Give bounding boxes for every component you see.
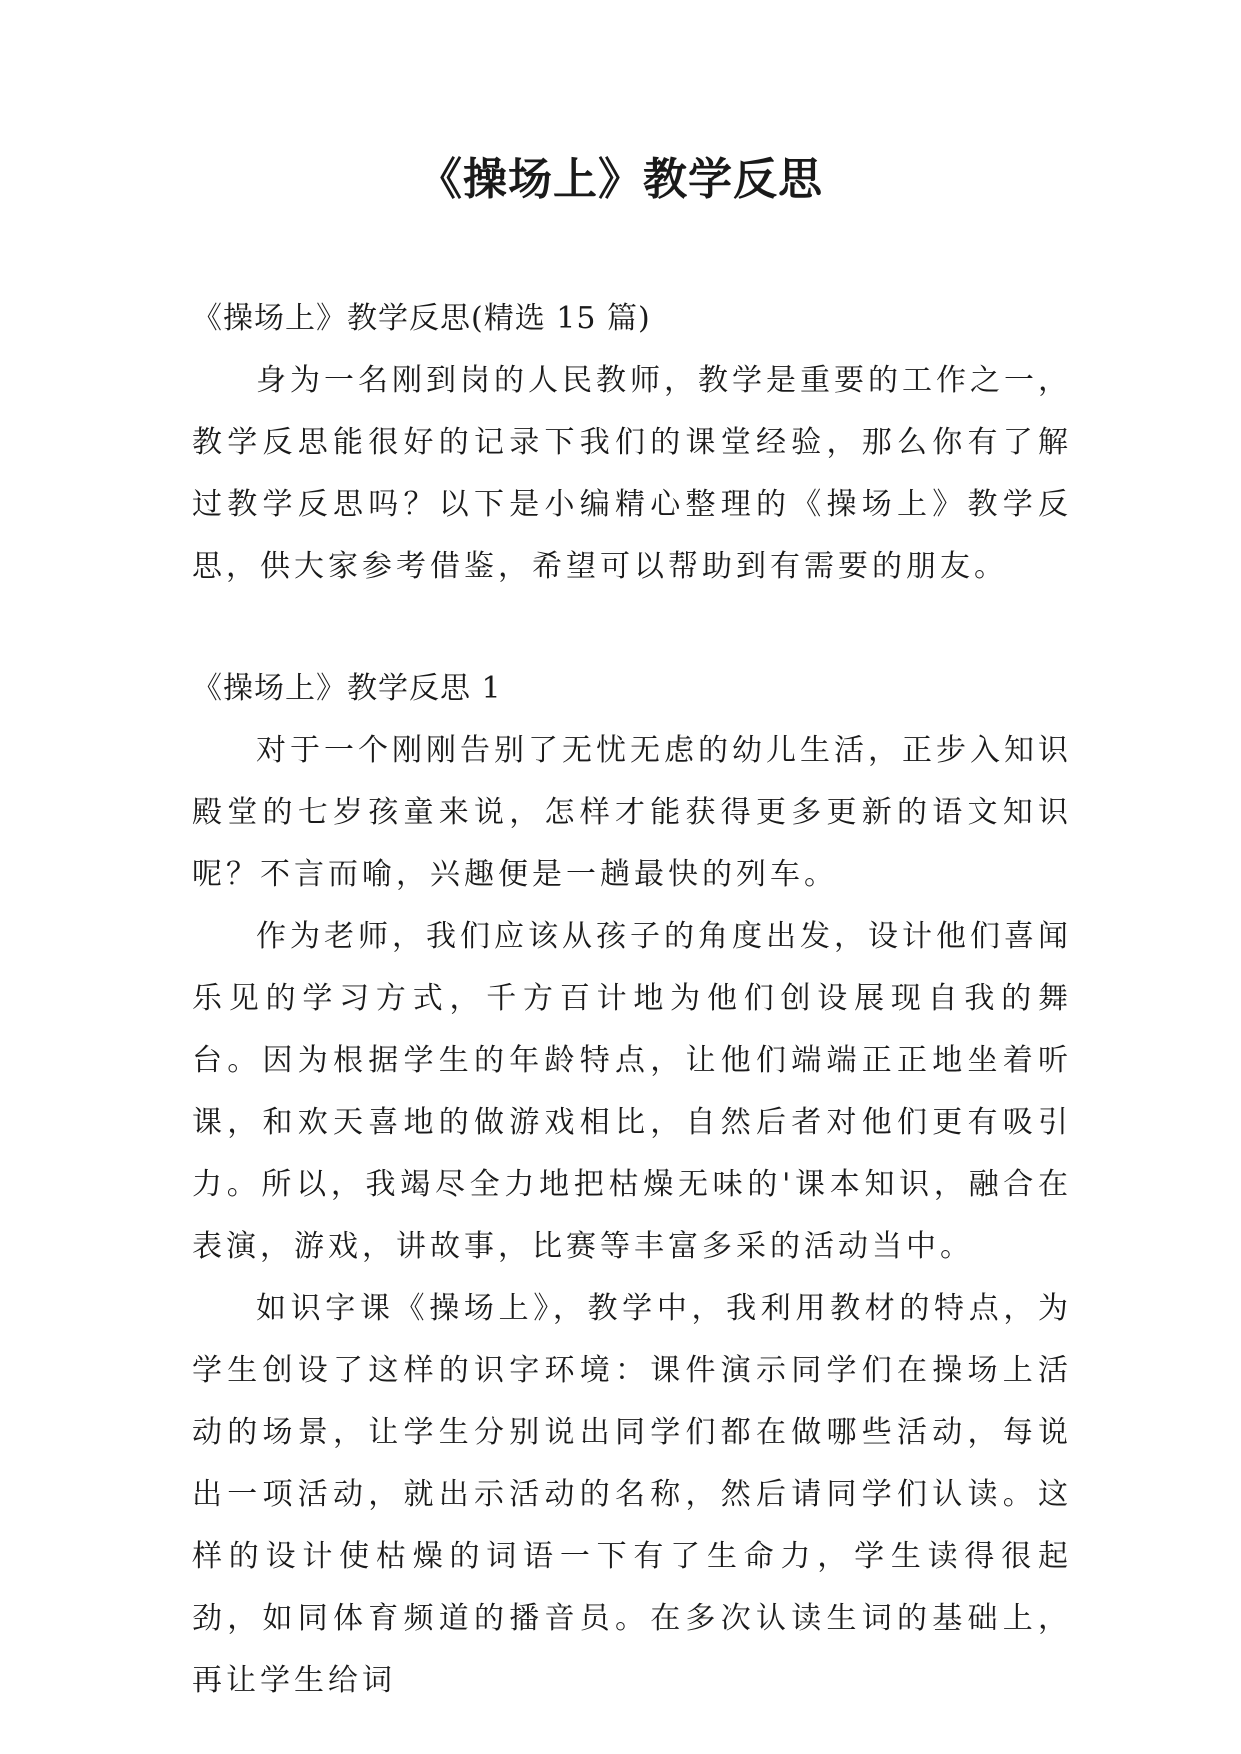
section-spacer [192,598,1072,658]
section-heading: 《操场上》教学反思 1 [192,671,502,706]
intro-paragraph: 身为一名刚到岗的人民教师，教学是重要的工作之一，教学反思能很好的记录下我们的课堂经验，那么你有了解过教学反思吗？以下是小编精心整理的《操场上》教学反思，供大家参考借鉴，希望可以帮助到有需要的朋友。 [192,363,1072,584]
document-subtitle: 《操场上》教学反思(精选 15 篇) [192,301,651,336]
body-paragraph: 作为老师，我们应该从孩子的角度出发，设计他们喜闻乐见的学习方式，千方百计地为他们创设展现自我的舞台。因为根据学生的年龄特点，让他们端端正正地坐着听课，和欢天喜地的做游戏相比，自然后者对他们更有吸引力。所以，我竭尽全力地把枯燥无味的'课本知识，融合在表演，游戏，讲故事，比赛等丰富多采的活动当中。 [192,919,1072,1264]
body-paragraph: 对于一个刚刚告别了无忧无虑的幼儿生活，正步入知识殿堂的七岁孩童来说，怎样才能获得更多更新的语文知识呢？不言而喻，兴趣便是一趟最快的列车。 [192,733,1072,892]
document-body [192,288,1072,1712]
document-title: 《操场上》教学反思 [418,154,823,205]
body-paragraph: 如识字课《操场上》，教学中，我利用教材的特点，为学生创设了这样的识字环境：课件演示同学们在操场上活动的场景，让学生分别说出同学们都在做哪些活动，每说出一项活动，就出示活动的名称，然后请同学们认读。这样的设计使枯燥的词语一下有了生命力，学生读得很起劲，如同体育频道的播音员。在多次认读生词的基础上，再让学生给词 [192,1291,1072,1698]
